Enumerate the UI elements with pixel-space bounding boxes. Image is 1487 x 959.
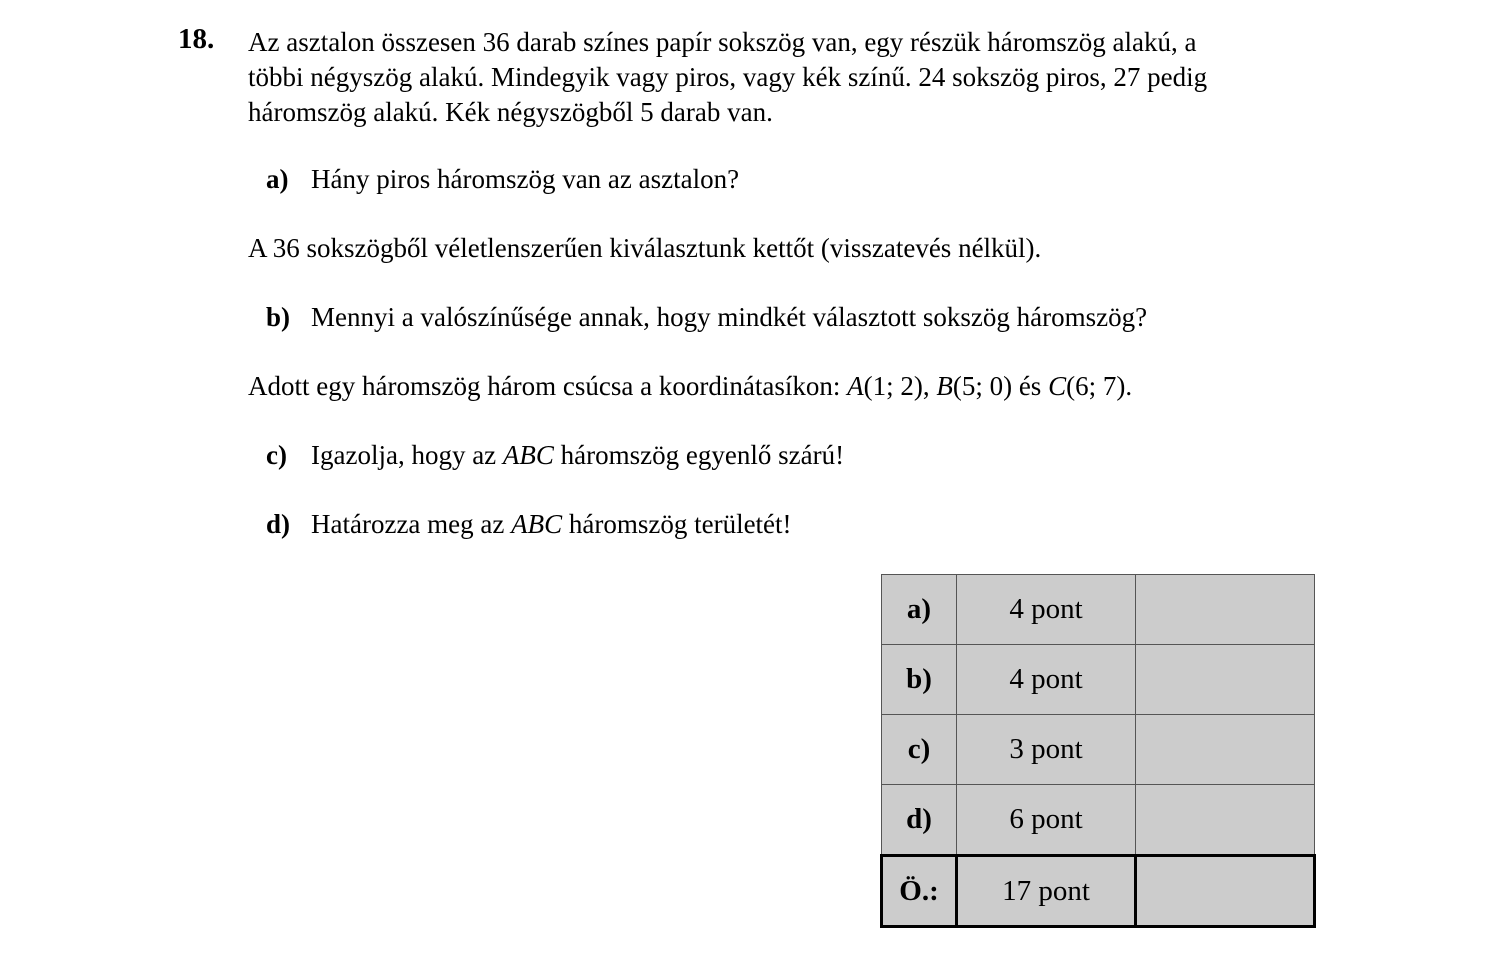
question-text: Mennyi a valószínűsége annak, hogy mindkét választott sokszög háromszög? [311, 302, 1148, 332]
question-label: a) [266, 164, 289, 194]
question-c [266, 440, 844, 471]
point-a-name: A [847, 371, 864, 401]
score-row [882, 785, 1315, 856]
earned-points-cell [1136, 575, 1315, 645]
triangle-name: ABC [502, 440, 554, 470]
point-a-coord: (1; 2), [863, 371, 937, 401]
score-row [882, 715, 1315, 785]
part-label: b) [882, 645, 957, 715]
question-a [266, 164, 739, 195]
score-table [880, 574, 1316, 928]
triangle-name: ABC [511, 509, 563, 539]
intro-line: többi négyszög alakú. Mindegyik vagy piros, vagy kék színű. 24 sokszög piros, 27 pedig [248, 62, 1208, 92]
intro-line: háromszög alakú. Kék négyszögből 5 darab van. [248, 97, 773, 127]
score-total-row [882, 856, 1315, 927]
question-label: d) [266, 509, 291, 539]
question-text-post: háromszög egyenlő szárú! [553, 440, 845, 470]
coord-prefix: Adott egy háromszög három csúcsa a koordinátasíkon: [248, 371, 848, 401]
problem-intro [248, 25, 1323, 130]
score-row [882, 575, 1315, 645]
max-points: 3 pont [957, 715, 1136, 785]
question-b [266, 302, 1147, 333]
part-label: a) [882, 575, 957, 645]
point-c-coord: (6; 7). [1066, 371, 1133, 401]
max-points: 6 pont [957, 785, 1136, 856]
score-row [882, 645, 1315, 715]
question-text-post: háromszög területét! [562, 509, 792, 539]
question-text-pre: Igazolja, hogy az [311, 440, 503, 470]
question-d [266, 509, 792, 540]
intro-line: Az asztalon összesen 36 darab színes papír sokszög van, egy részük háromszög alakú, a [248, 27, 1197, 57]
point-c-name: C [1048, 371, 1067, 401]
paragraph-draw: A 36 sokszögből véletlenszerűen kiválasztunk kettőt (visszatevés nélkül). [248, 233, 1042, 263]
point-b-name: B [936, 371, 953, 401]
point-b-coord: (5; 0) és [952, 371, 1049, 401]
earned-points-cell [1136, 645, 1315, 715]
max-points: 4 pont [957, 645, 1136, 715]
question-text-pre: Határozza meg az [311, 509, 512, 539]
max-points: 4 pont [957, 575, 1136, 645]
earned-points-cell [1136, 715, 1315, 785]
problem-number: 18. [178, 23, 215, 55]
total-label: Ö.: [882, 856, 957, 927]
question-label: b) [266, 302, 291, 332]
total-earned-cell [1136, 856, 1315, 927]
part-label: c) [882, 715, 957, 785]
question-text: Hány piros háromszög van az asztalon? [311, 164, 740, 194]
part-label: d) [882, 785, 957, 856]
paragraph-coordinates [248, 371, 1132, 402]
total-points: 17 pont [957, 856, 1136, 927]
earned-points-cell [1136, 785, 1315, 856]
question-label: c) [266, 440, 287, 470]
